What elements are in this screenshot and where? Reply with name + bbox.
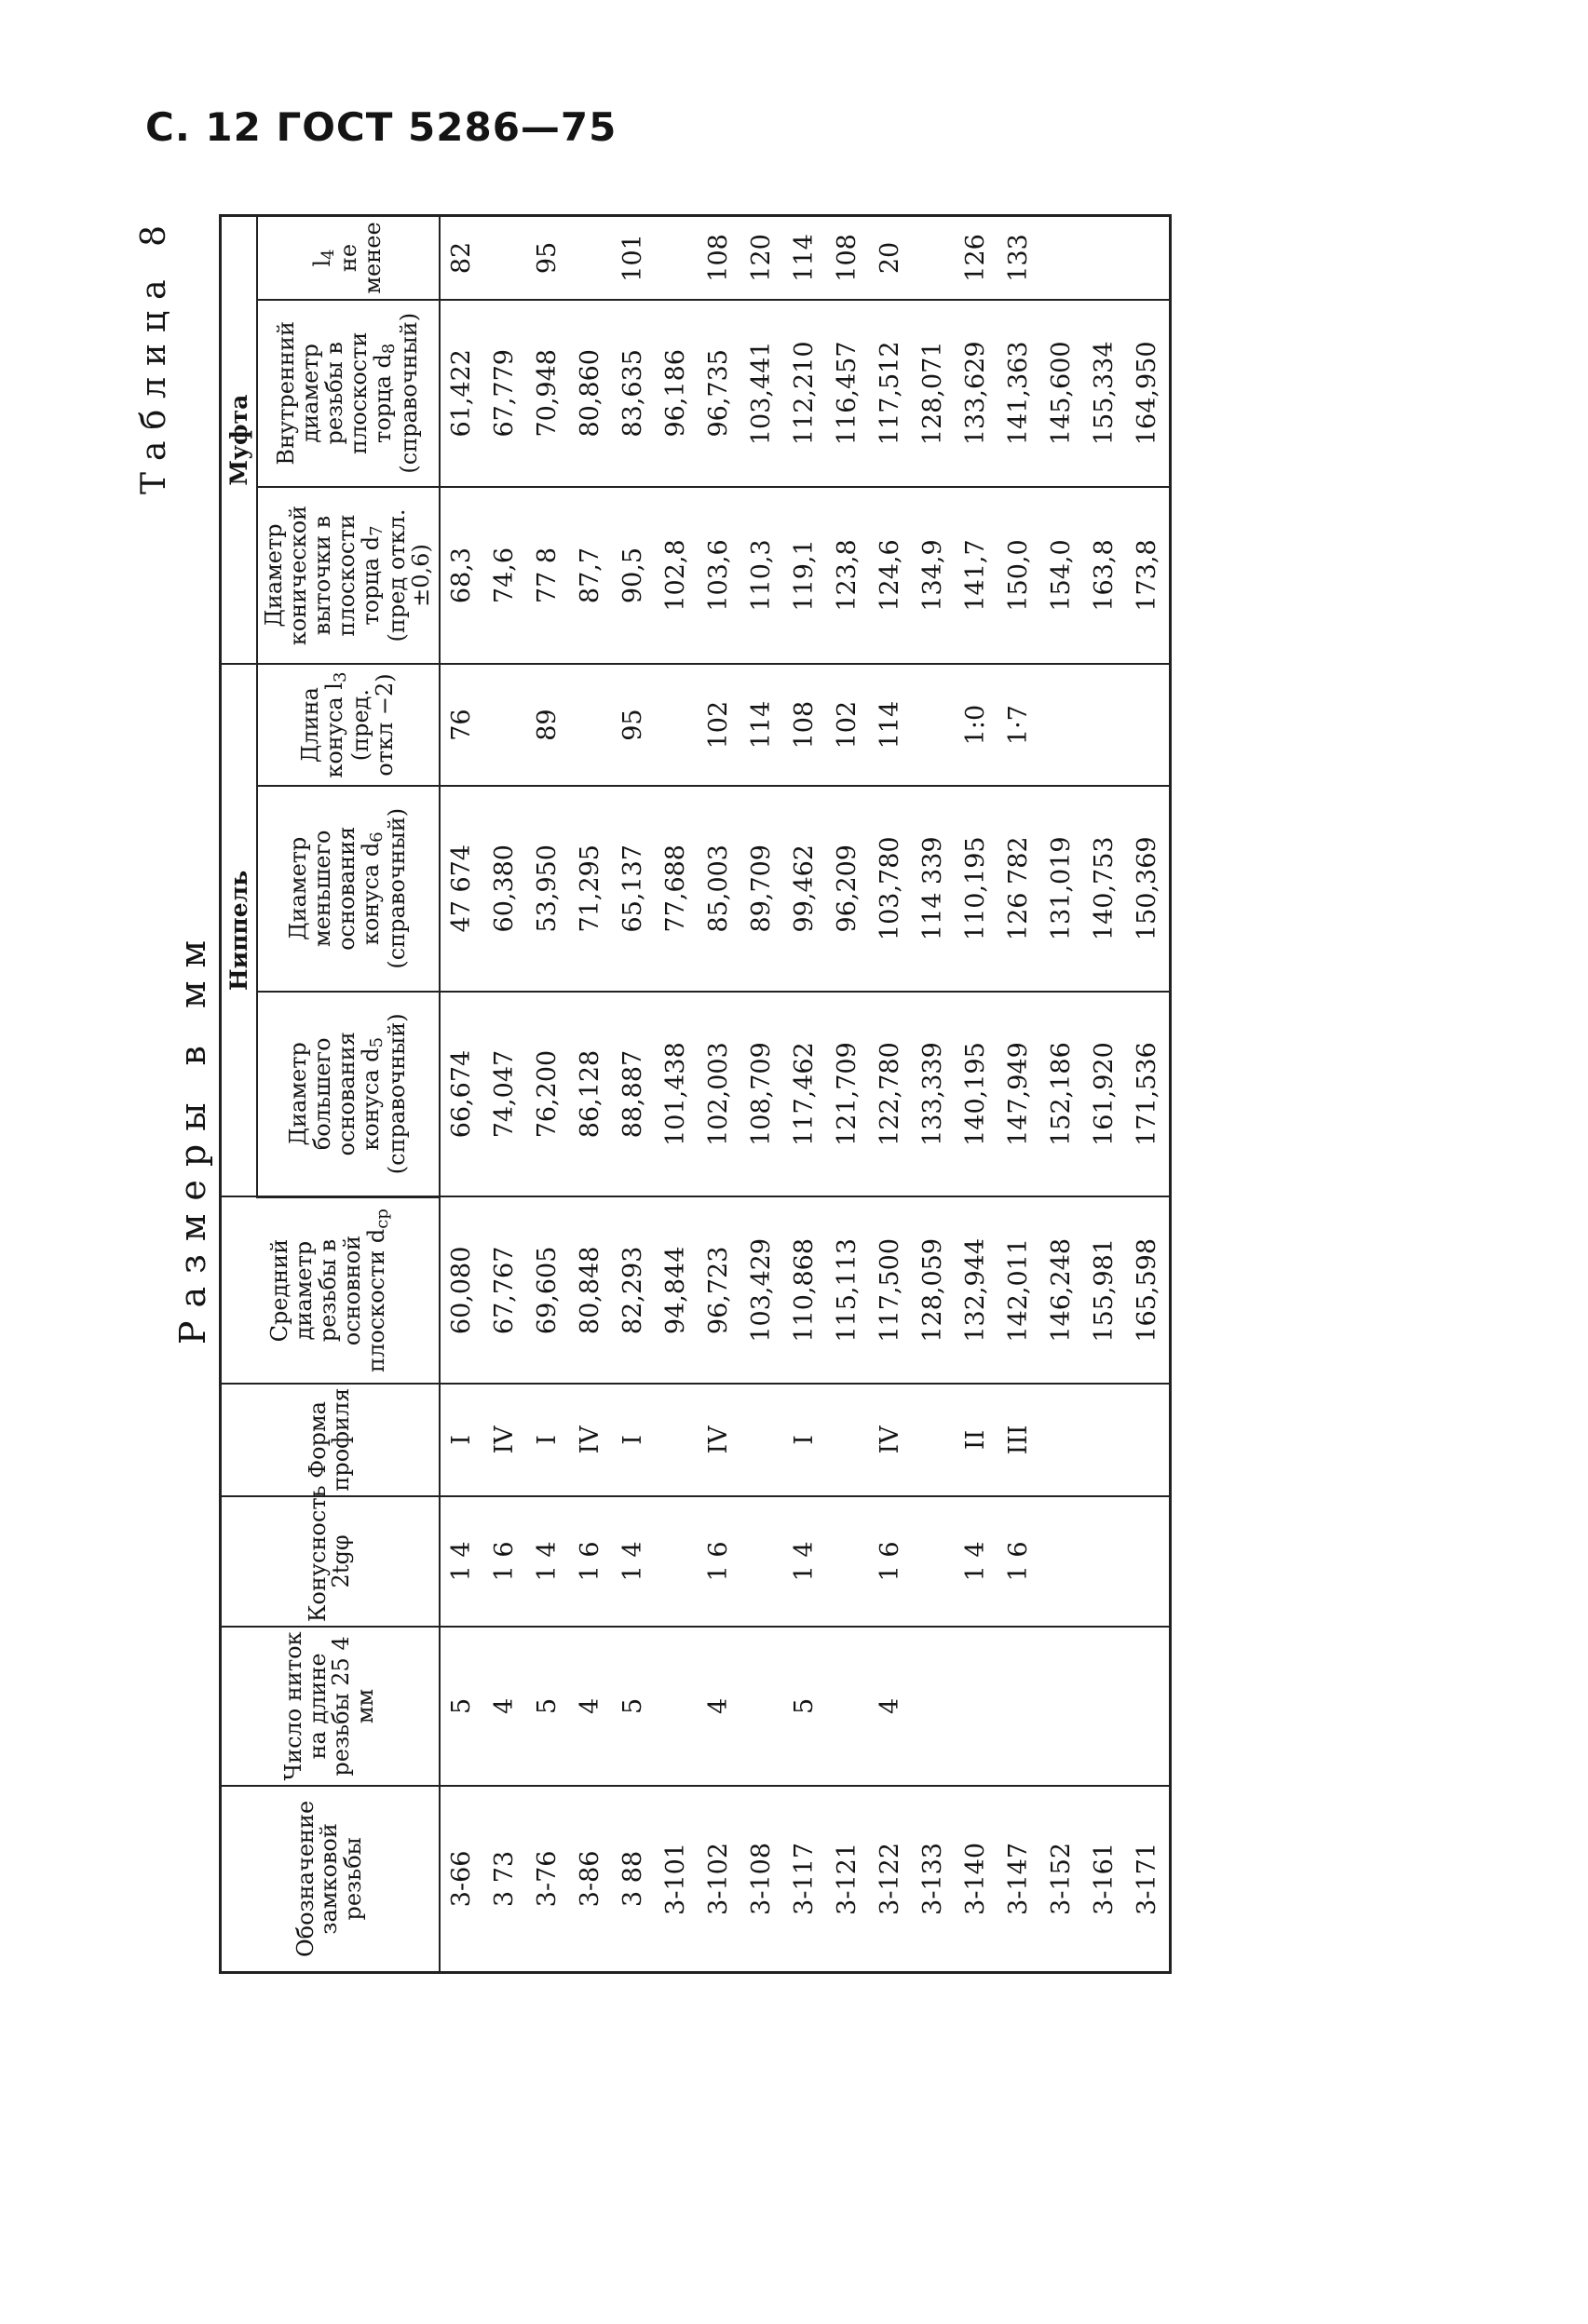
cell-taper (740, 1496, 783, 1628)
cell-d7: 163,8 (1083, 487, 1126, 665)
cell-d8: 103,441 (740, 300, 783, 487)
cell-profile: IV (698, 1384, 740, 1495)
cell-d7: 124,6 (869, 487, 912, 665)
cell-l4: 108 (698, 216, 740, 300)
table-row (955, 216, 998, 1973)
cell-profile (740, 1384, 783, 1495)
cell-designation: 3-102 (698, 1786, 740, 1973)
cell-d6: 96,209 (826, 786, 869, 992)
cell-pitch-diameter: 128,059 (912, 1196, 955, 1384)
cell-profile: I (612, 1384, 655, 1495)
cell-d5: 171,536 (1126, 992, 1171, 1197)
cell-d6: 103,780 (869, 786, 912, 992)
col-header-pitch-diameter: Средний диаметр резьбы в основной плоскости $d_{ср}$ (221, 1196, 440, 1384)
cell-profile (826, 1384, 869, 1495)
cell-pitch-diameter: 117,500 (869, 1196, 912, 1384)
cell-l3: 102 (826, 664, 869, 785)
cell-taper: 1 4 (612, 1496, 655, 1628)
cell-d8: 117,512 (869, 300, 912, 487)
cell-l3: 114 (740, 664, 783, 785)
cell-designation: 3-117 (783, 1786, 826, 1973)
cell-l3 (1040, 664, 1083, 785)
group-header-nipple: Ниппель (221, 664, 258, 1196)
table-row (1040, 216, 1083, 1973)
table-units: Размеры в мм (172, 926, 213, 1345)
cell-profile: IV (869, 1384, 912, 1495)
rotated-table-block (135, 214, 1420, 1974)
cell-designation: 3-140 (955, 1786, 998, 1973)
cell-pitch-diameter: 146,248 (1040, 1196, 1083, 1384)
cell-l3 (1126, 664, 1171, 785)
table-row (698, 216, 740, 1973)
cell-threads (955, 1627, 998, 1786)
col-header-l4: $l_4$ не менее (257, 216, 440, 300)
cell-d5: 147,949 (998, 992, 1040, 1197)
cell-l3 (655, 664, 698, 785)
cell-taper (912, 1496, 955, 1628)
cell-d6: 53,950 (526, 786, 569, 992)
cell-l3 (1083, 664, 1126, 785)
cell-l4: 133 (998, 216, 1040, 300)
cell-l4 (569, 216, 612, 300)
cell-d7: 90,5 (612, 487, 655, 665)
cell-threads: 5 (526, 1627, 569, 1786)
col-header-l3: Длина конуса $l_3$ (пред. откл −2) (257, 664, 440, 785)
group-header-coupling: Муфта (221, 216, 258, 665)
cell-profile (912, 1384, 955, 1495)
cell-d5: 101,438 (655, 992, 698, 1197)
cell-profile: IV (483, 1384, 526, 1495)
table-row (569, 216, 612, 1973)
cell-pitch-diameter: 132,944 (955, 1196, 998, 1384)
cell-d5: 88,887 (612, 992, 655, 1197)
cell-d6: 131,019 (1040, 786, 1083, 992)
cell-d6: 110,195 (955, 786, 998, 992)
page-header: С. 12 ГОСТ 5286—75 (145, 104, 618, 150)
cell-designation: 3-76 (526, 1786, 569, 1973)
cell-l4 (655, 216, 698, 300)
cell-d7: 123,8 (826, 487, 869, 665)
cell-d8: 96,735 (698, 300, 740, 487)
col-header-taper: Конусность 2tgφ (221, 1496, 440, 1628)
cell-d5: 121,709 (826, 992, 869, 1197)
cell-d8: 67,779 (483, 300, 526, 487)
cell-threads (1040, 1627, 1083, 1786)
cell-d8: 164,950 (1126, 300, 1171, 487)
cell-d8: 155,334 (1083, 300, 1126, 487)
cell-taper (1083, 1496, 1126, 1628)
cell-d8: 116,457 (826, 300, 869, 487)
cell-d5: 66,674 (440, 992, 483, 1197)
cell-pitch-diameter: 103,429 (740, 1196, 783, 1384)
cell-threads: 4 (869, 1627, 912, 1786)
cell-d5: 140,195 (955, 992, 998, 1197)
cell-d7: 134,9 (912, 487, 955, 665)
cell-d5: 108,709 (740, 992, 783, 1197)
cell-l4 (1126, 216, 1171, 300)
col-header-d7: Диаметр конической выточки в плоскости торца $d_7$ (пред откл. ±0,6) (257, 487, 440, 665)
cell-d8: 133,629 (955, 300, 998, 487)
cell-l4 (1040, 216, 1083, 300)
table-row (655, 216, 698, 1973)
cell-d8: 112,210 (783, 300, 826, 487)
cell-pitch-diameter: 60,080 (440, 1196, 483, 1384)
cell-profile (1126, 1384, 1171, 1495)
cell-l4: 114 (783, 216, 826, 300)
cell-designation: 3-152 (1040, 1786, 1083, 1973)
cell-d7: 141,7 (955, 487, 998, 665)
cell-d8: 83,635 (612, 300, 655, 487)
cell-d7: 110,3 (740, 487, 783, 665)
cell-taper: 1 4 (526, 1496, 569, 1628)
cell-threads: 5 (612, 1627, 655, 1786)
cell-pitch-diameter: 142,011 (998, 1196, 1040, 1384)
cell-designation: 3-108 (740, 1786, 783, 1973)
cell-threads: 5 (783, 1627, 826, 1786)
col-header-profile: Форма профиля (221, 1384, 440, 1495)
cell-d5: 161,920 (1083, 992, 1126, 1197)
table-number: Таблица 8 (135, 214, 173, 494)
col-header-designation: Обозначение замковой резьбы (221, 1786, 440, 1973)
table-row (826, 216, 869, 1973)
cell-l3: 95 (612, 664, 655, 785)
cell-d5: 86,128 (569, 992, 612, 1197)
table-row (740, 216, 783, 1973)
cell-d6: 140,753 (1083, 786, 1126, 992)
cell-taper: 1 6 (698, 1496, 740, 1628)
cell-l3: 1:0 (955, 664, 998, 785)
cell-taper: 1 6 (483, 1496, 526, 1628)
cell-threads: 4 (483, 1627, 526, 1786)
cell-taper: 1 4 (440, 1496, 483, 1628)
table-row (1126, 216, 1171, 1973)
cell-d8: 145,600 (1040, 300, 1083, 487)
cell-d6: 60,380 (483, 786, 526, 992)
cell-d7: 68,3 (440, 487, 483, 665)
cell-threads (740, 1627, 783, 1786)
cell-d7: 173,8 (1126, 487, 1171, 665)
cell-d6: 65,137 (612, 786, 655, 992)
cell-taper: 1 4 (955, 1496, 998, 1628)
cell-taper: 1 6 (569, 1496, 612, 1628)
cell-designation: 3-147 (998, 1786, 1040, 1973)
cell-l3: 76 (440, 664, 483, 785)
cell-designation: 3 73 (483, 1786, 526, 1973)
cell-d7: 77 8 (526, 487, 569, 665)
cell-threads (1083, 1627, 1126, 1786)
cell-designation: 3-66 (440, 1786, 483, 1973)
col-header-d8: Внутренний диаметр резьбы в плоскости торца $d_8$ (справочный) (257, 300, 440, 487)
cell-profile: I (783, 1384, 826, 1495)
cell-designation: 3 88 (612, 1786, 655, 1973)
header-row-groups (221, 216, 258, 1973)
cell-threads (655, 1627, 698, 1786)
cell-d6: 89,709 (740, 786, 783, 992)
table-body (440, 216, 1171, 1973)
cell-d5: 152,186 (1040, 992, 1083, 1197)
cell-d5: 133,339 (912, 992, 955, 1197)
cell-l4: 126 (955, 216, 998, 300)
table-row (440, 216, 483, 1973)
cell-d6: 126 782 (998, 786, 1040, 992)
cell-pitch-diameter: 165,598 (1126, 1196, 1171, 1384)
cell-taper (655, 1496, 698, 1628)
cell-designation: 3-161 (1083, 1786, 1126, 1973)
cell-pitch-diameter: 155,981 (1083, 1196, 1126, 1384)
cell-l4: 20 (869, 216, 912, 300)
cell-l4 (483, 216, 526, 300)
cell-d8: 141,363 (998, 300, 1040, 487)
cell-pitch-diameter: 82,293 (612, 1196, 655, 1384)
cell-profile (1040, 1384, 1083, 1495)
cell-taper: 1 6 (869, 1496, 912, 1628)
cell-d7: 87,7 (569, 487, 612, 665)
cell-l3: 114 (869, 664, 912, 785)
cell-d7: 150,0 (998, 487, 1040, 665)
table-row (869, 216, 912, 1973)
cell-d6: 47 674 (440, 786, 483, 992)
cell-d8: 80,860 (569, 300, 612, 487)
cell-l4: 82 (440, 216, 483, 300)
cell-d6: 77,688 (655, 786, 698, 992)
cell-l4: 101 (612, 216, 655, 300)
cell-d6: 85,003 (698, 786, 740, 992)
cell-d8: 96,186 (655, 300, 698, 487)
cell-taper: 1 6 (998, 1496, 1040, 1628)
cell-l3: 1·7 (998, 664, 1040, 785)
cell-pitch-diameter: 80,848 (569, 1196, 612, 1384)
cell-designation: 3-86 (569, 1786, 612, 1973)
cell-profile: IV (569, 1384, 612, 1495)
cell-d5: 122,780 (869, 992, 912, 1197)
cell-threads (912, 1627, 955, 1786)
col-header-d6: Диаметр меньшего основания конуса $d_6$ (справочный) (257, 786, 440, 992)
cell-d5: 117,462 (783, 992, 826, 1197)
cell-l3 (483, 664, 526, 785)
cell-profile (1083, 1384, 1126, 1495)
cell-pitch-diameter: 110,868 (783, 1196, 826, 1384)
cell-designation: 3-121 (826, 1786, 869, 1973)
cell-d6: 114 339 (912, 786, 955, 992)
cell-threads (1126, 1627, 1171, 1786)
cell-d5: 102,003 (698, 992, 740, 1197)
cell-d7: 103,6 (698, 487, 740, 665)
cell-l4: 108 (826, 216, 869, 300)
cell-d8: 128,071 (912, 300, 955, 487)
cell-d5: 76,200 (526, 992, 569, 1197)
cell-threads: 5 (440, 1627, 483, 1786)
thread-dimensions-table (219, 214, 1172, 1974)
table-row (526, 216, 569, 1973)
cell-taper: 1 4 (783, 1496, 826, 1628)
cell-profile (655, 1384, 698, 1495)
cell-threads: 4 (569, 1627, 612, 1786)
cell-profile: I (440, 1384, 483, 1495)
cell-pitch-diameter: 115,113 (826, 1196, 869, 1384)
cell-l3 (912, 664, 955, 785)
cell-profile: II (955, 1384, 998, 1495)
cell-threads: 4 (698, 1627, 740, 1786)
cell-pitch-diameter: 94,844 (655, 1196, 698, 1384)
cell-d6: 71,295 (569, 786, 612, 992)
cell-l4: 95 (526, 216, 569, 300)
cell-taper (1040, 1496, 1083, 1628)
cell-designation: 3-133 (912, 1786, 955, 1973)
cell-d6: 99,462 (783, 786, 826, 992)
table-row (998, 216, 1040, 1973)
col-header-d5: Диаметр большего основания конуса $d_5$ (справочный) (257, 992, 440, 1197)
cell-threads (998, 1627, 1040, 1786)
cell-l3: 108 (783, 664, 826, 785)
cell-d8: 70,948 (526, 300, 569, 487)
cell-l3: 102 (698, 664, 740, 785)
table-row (912, 216, 955, 1973)
cell-taper (826, 1496, 869, 1628)
cell-pitch-diameter: 96,723 (698, 1196, 740, 1384)
cell-designation: 3-171 (1126, 1786, 1171, 1973)
cell-profile: I (526, 1384, 569, 1495)
table-row (1083, 216, 1126, 1973)
cell-d6: 150,369 (1126, 786, 1171, 992)
cell-l4: 120 (740, 216, 783, 300)
cell-d8: 61,422 (440, 300, 483, 487)
cell-d7: 154,0 (1040, 487, 1083, 665)
cell-l3 (569, 664, 612, 785)
cell-d7: 102,8 (655, 487, 698, 665)
cell-pitch-diameter: 69,605 (526, 1196, 569, 1384)
cell-d5: 74,047 (483, 992, 526, 1197)
cell-d7: 119,1 (783, 487, 826, 665)
cell-profile: III (998, 1384, 1040, 1495)
cell-threads (826, 1627, 869, 1786)
cell-pitch-diameter: 67,767 (483, 1196, 526, 1384)
cell-d7: 74,6 (483, 487, 526, 665)
table-row (783, 216, 826, 1973)
cell-designation: 3-122 (869, 1786, 912, 1973)
cell-l3: 89 (526, 664, 569, 785)
cell-l4 (912, 216, 955, 300)
cell-l4 (1083, 216, 1126, 300)
table-row (483, 216, 526, 1973)
cell-designation: 3-101 (655, 1786, 698, 1973)
cell-taper (1126, 1496, 1171, 1628)
col-header-threads: Число ниток на длине резьбы 25 4 мм (221, 1627, 440, 1786)
table-row (612, 216, 655, 1973)
table-title (135, 214, 213, 1974)
